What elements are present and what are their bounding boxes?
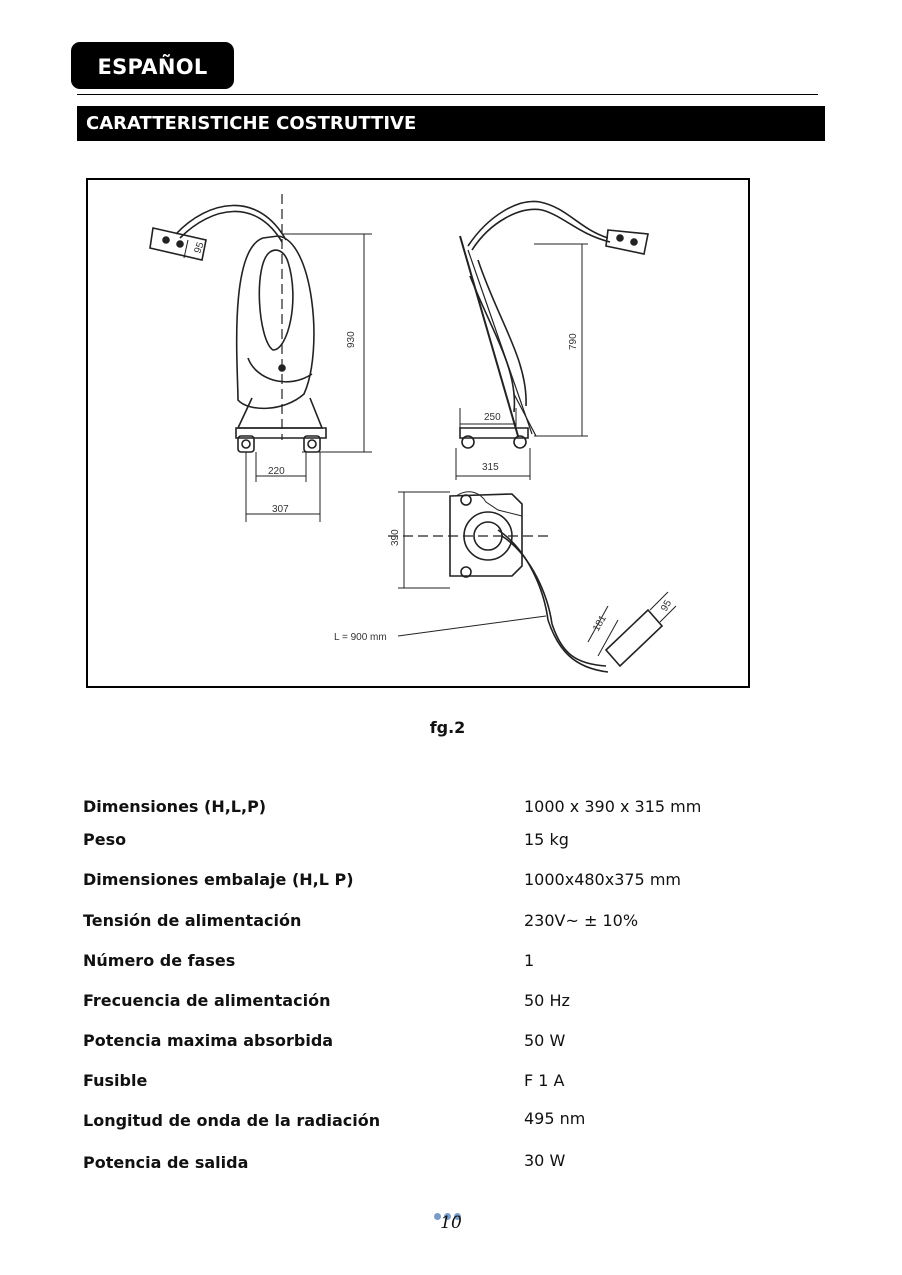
spec-label: Potencia maxima absorbida bbox=[83, 1031, 334, 1050]
front-base-inner-label: 220 bbox=[268, 466, 285, 477]
top-plug-shape bbox=[606, 610, 662, 666]
spec-row bbox=[83, 951, 843, 975]
spec-value: 50 Hz bbox=[524, 991, 570, 1010]
side-base-label: 315 bbox=[482, 462, 499, 473]
page-dots-ornament bbox=[434, 1205, 468, 1213]
spec-row bbox=[83, 1153, 843, 1177]
header-rule bbox=[77, 94, 818, 95]
spec-label: Tensión de alimentación bbox=[83, 911, 302, 930]
side-height-label: 790 bbox=[568, 333, 579, 350]
spec-label: Frecuencia de alimentación bbox=[83, 991, 331, 1010]
spec-row bbox=[83, 911, 843, 935]
front-base-outer-label: 307 bbox=[272, 504, 289, 515]
figure-caption: fg.2 bbox=[429, 718, 466, 737]
front-body-inner bbox=[259, 250, 293, 350]
spec-row bbox=[83, 1111, 843, 1135]
page-number: 10 bbox=[440, 1213, 462, 1233]
front-body-outer bbox=[237, 236, 314, 408]
spec-value: 230V~ ± 10% bbox=[524, 911, 639, 930]
spec-row bbox=[83, 991, 843, 1015]
side-upper-label: 250 bbox=[484, 412, 501, 423]
front-height-label: 930 bbox=[346, 331, 357, 348]
spec-value: 1 bbox=[524, 951, 535, 970]
spec-label: Peso bbox=[83, 830, 127, 849]
side-plug-shape bbox=[606, 230, 648, 254]
cable-length-label: L = 900 mm bbox=[334, 632, 387, 643]
front-stand bbox=[238, 398, 322, 428]
spec-value: 50 W bbox=[524, 1031, 566, 1050]
spec-label: Número de fases bbox=[83, 951, 236, 970]
spec-value: 15 kg bbox=[524, 830, 569, 849]
spec-row bbox=[83, 1031, 843, 1055]
spec-value: 1000x480x375 mm bbox=[524, 870, 681, 889]
spec-label: Longitud de onda de la radiación bbox=[83, 1111, 381, 1130]
spec-row bbox=[83, 870, 843, 894]
spec-row bbox=[83, 1071, 843, 1095]
spec-value: 30 W bbox=[524, 1151, 566, 1170]
front-plug-label: 95 bbox=[192, 240, 207, 256]
spec-label: Potencia de salida bbox=[83, 1153, 249, 1172]
plug-width-label: 95 bbox=[659, 598, 675, 614]
section-title: CARATTERISTICHE COSTRUTTIVE bbox=[77, 106, 825, 141]
side-cable bbox=[468, 201, 608, 246]
spec-label: Dimensiones embalaje (H,L P) bbox=[83, 870, 354, 889]
spec-value: 495 nm bbox=[524, 1109, 586, 1128]
language-tab: ESPAÑOL bbox=[71, 42, 234, 89]
technical-drawing bbox=[86, 178, 750, 688]
spec-value: F 1 A bbox=[524, 1071, 565, 1090]
spec-label: Fusible bbox=[83, 1071, 148, 1090]
spec-value: 1000 x 390 x 315 mm bbox=[524, 797, 702, 816]
plug-length-label: 181 bbox=[591, 613, 609, 634]
top-depth-label: 390 bbox=[390, 529, 401, 546]
top-cable bbox=[498, 530, 548, 620]
spec-label: Dimensiones (H,L,P) bbox=[83, 797, 267, 816]
technical-drawing-svg bbox=[88, 180, 748, 686]
front-cable bbox=[176, 205, 286, 240]
spec-row bbox=[83, 830, 843, 854]
spec-row bbox=[83, 797, 843, 821]
